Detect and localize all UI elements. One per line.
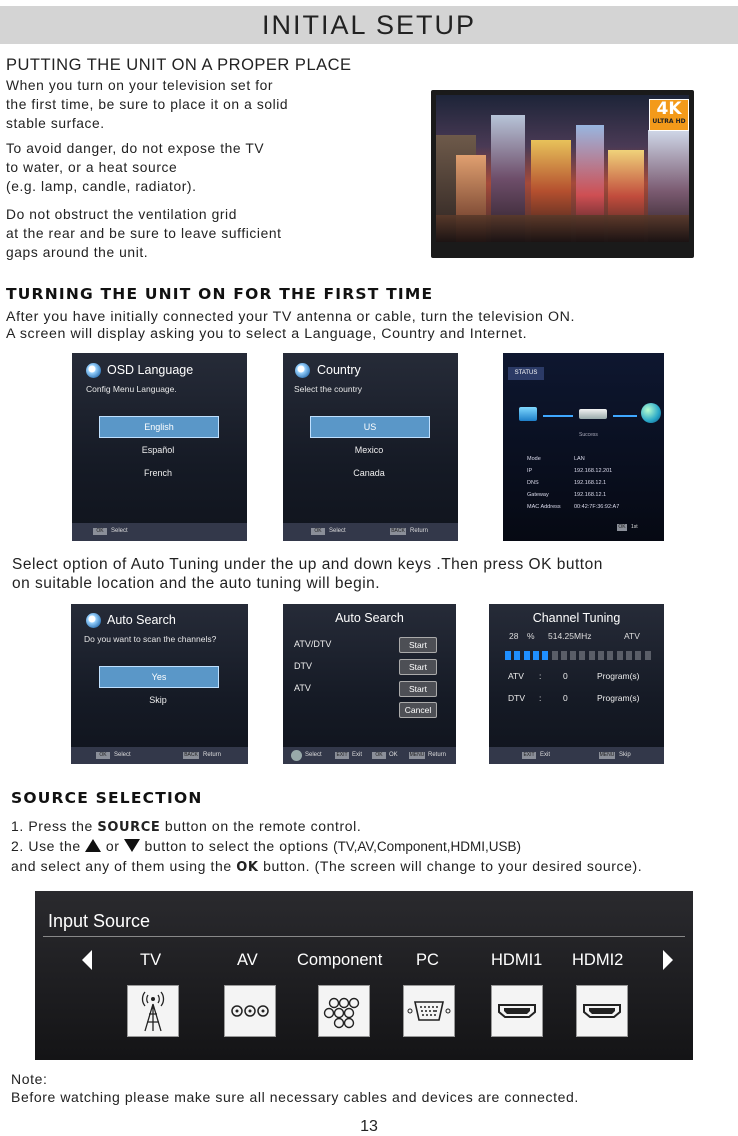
source-step-2: 2. Use the or button to select the options (TV,AV,Component,HDMI,USB) [11,838,521,854]
progress-segment-empty [570,651,576,660]
tuning-progress-bar [505,651,655,660]
network-info-list: Mode LAN IP 192.168.12.201 DNS 192.168.12.1 Gateway 192.168.12.1 MAC Address 00:42:7F:36:92:A7 [527,456,620,510]
ok-key: OK [93,528,107,535]
hdmi-port-icon[interactable] [491,985,543,1037]
screen-title: Channel Tuning [532,611,621,625]
screen-title: OSD Language [107,363,194,377]
component-jacks-icon[interactable] [318,985,370,1037]
ok-key: OK [372,752,386,759]
ok-key: OK [311,528,325,535]
progress-segment-empty [589,651,595,660]
tuning-mode: ATV [624,631,640,641]
progress-segment-filled [505,651,511,660]
language-option-selected[interactable]: English [99,416,219,438]
screen-title: Auto Search [335,611,404,625]
source-step-1: 1. Press the SOURCE button on the remote control. [11,818,362,835]
screen-subtitle: Select the country [294,384,363,394]
exit-key: EXIT [523,752,535,758]
ok-key: OK [618,524,626,530]
globe-icon [641,403,661,423]
page-header: INITIAL SETUP [0,6,738,44]
down-arrow-icon [124,839,140,852]
note-text: Before watching please make sure all necessary cables and devices are connected. [11,1089,579,1105]
computer-icon [519,407,537,421]
source-label-pc[interactable]: PC [416,951,439,969]
screen-footer: Select EXIT Exit OK OK MENU Return [283,747,456,764]
network-status-screen: STATUS Success Mode LAN IP 192.168.12.201 DNS 192.168.12.1 Gateway 192.168.12.1 MAC Address 00:42:7F:36:92:A7 OK 1st [503,353,664,541]
first-time-line-2: A screen will display asking you to select a Language, Country and Internet. [6,326,528,342]
ok-key: OK [96,752,110,759]
screen-title: Input Source [48,911,151,931]
screen-subtitle: Do you want to scan the channels? [84,634,217,644]
auto-search-prompt-screen [71,604,248,764]
up-arrow-icon [85,839,101,852]
source-label-av[interactable]: AV [237,951,258,969]
hdmi-port-icon[interactable] [576,985,628,1037]
country-option[interactable]: Canada [353,468,385,478]
progress-percent: 28 [509,631,519,641]
screen-footer: OK Select [72,523,247,541]
progress-segment-empty [579,651,585,660]
next-arrow-icon[interactable] [663,950,673,970]
language-option[interactable]: Español [141,445,175,455]
status-tab: STATUS [508,367,544,380]
osd-language-screen [72,353,247,541]
screen-title: Country [317,363,361,377]
source-step-3: and select any of them using the OK button. (The screen will change to your desired source). [11,858,643,875]
progress-segment-empty [561,651,567,660]
section-heading-first-time: TURNING THE UNIT ON FOR THE FIRST TIME [6,285,434,303]
progress-segment-filled [542,651,548,660]
progress-segment-filled [514,651,520,660]
router-icon [579,409,607,419]
screen-footer: EXIT Exit MENU Skip [489,747,664,764]
settings-globe-icon [295,363,310,378]
av-jacks-icon[interactable] [224,985,276,1037]
menu-key: MENU [409,752,425,758]
settings-globe-icon [86,363,101,378]
navigation-pad-icon [291,750,302,761]
source-label-hdmi2[interactable]: HDMI2 [572,951,624,969]
previous-arrow-icon[interactable] [82,950,92,970]
search-type-label: DTV [294,661,312,671]
progress-segment-empty [607,651,613,660]
language-option[interactable]: French [143,468,172,478]
progress-segment-empty [635,651,641,660]
screen-footer: OK Select BACK Return [283,523,458,541]
auto-search-options-screen [283,604,456,764]
search-type-label: ATV [294,683,311,693]
back-key: BACK [391,528,405,534]
ok-key-label: OK [236,860,259,875]
4k-ultrahd-badge: 4K ULTRA HD [649,99,689,131]
vga-port-icon[interactable] [403,985,455,1037]
section-heading-placement: PUTTING THE UNIT ON A PROPER PLACE [6,56,352,74]
source-label-hdmi1[interactable]: HDMI1 [491,951,543,969]
tuning-intro-line-2: on suitable location and the auto tuning will begin. [12,575,381,592]
tuning-result-row: ATV : 0 Program(s) [508,671,640,681]
section-heading-source: SOURCE SELECTION [11,789,203,807]
progress-segment-empty [552,651,558,660]
source-key-label: SOURCE [97,820,161,835]
scan-option[interactable]: Skip [149,695,167,705]
menu-key: MENU [599,752,615,758]
antenna-icon[interactable] [127,985,179,1037]
country-option[interactable]: Mexico [354,445,384,455]
tuning-frequency: 514.25MHz [548,631,592,641]
country-option-selected[interactable]: US [310,416,430,438]
start-atv-dtv-button[interactable]: Start [399,637,437,653]
exit-key: EXIT [336,752,348,758]
cancel-button[interactable]: Cancel [399,702,437,718]
back-key: BACK [184,752,198,758]
source-label-tv[interactable]: TV [140,951,162,969]
input-source-screen [35,891,693,1060]
source-label-component[interactable]: Component [297,951,383,969]
channel-tuning-screen: Channel Tuning 28 % 514.25MHz ATV ATV : 0 Program(s) DTV : 0 Program(s) EXIT Exit MENU Skip [489,604,664,764]
page-number: 13 [360,1118,378,1135]
tv-illustration [431,90,694,258]
progress-segment-empty [626,651,632,660]
progress-segment-filled [533,651,539,660]
placement-paragraph-1: When you turn on your television set for the first time, be sure to place it on a solid stable surface. [6,78,289,131]
screen-footer: OK Select BACK Return [71,747,248,764]
first-time-line-1: After you have initially connected your TV antenna or cable, turn the television ON. [6,309,576,325]
screen-title: Auto Search [107,613,176,627]
tuning-intro-line-1: Select option of Auto Tuning under the up and down keys .Then press OK button [12,556,603,573]
scan-option-selected[interactable]: Yes [99,666,219,688]
country-screen [283,353,458,541]
placement-paragraph-3: Do not obstruct the ventilation grid at the rear and be sure to leave sufficient gaps around the unit. [6,207,282,260]
screen-subtitle: Config Menu Language. [86,384,177,394]
placement-paragraph-2: To avoid danger, do not expose the TV to water, or a heat source (e.g. lamp, candle, radiator). [6,141,265,194]
progress-segment-filled [524,651,530,660]
progress-segment-empty [645,651,651,660]
start-atv-button[interactable]: Start [399,681,437,697]
search-type-label: ATV/DTV [294,639,332,649]
settings-globe-icon [86,613,101,628]
start-dtv-button[interactable]: Start [399,659,437,675]
tuning-result-row: DTV : 0 Program(s) [508,693,640,703]
note-label: Note: [11,1071,48,1087]
progress-segment-empty [617,651,623,660]
progress-segment-empty [598,651,604,660]
